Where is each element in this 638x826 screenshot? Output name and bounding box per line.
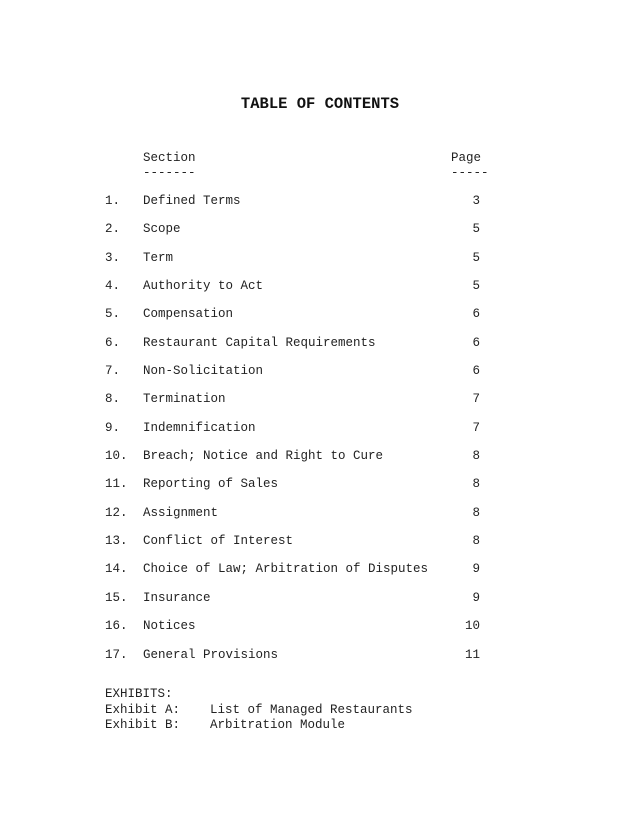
exhibit-description: Arbitration Module [210, 718, 346, 732]
entry-page: 9 [472, 562, 480, 577]
entry-page: 5 [472, 222, 480, 237]
entry-title: Term [143, 250, 174, 265]
toc-entry [0, 533, 638, 561]
entry-title: Reporting of Sales [143, 477, 279, 492]
entry-page: 6 [472, 364, 480, 379]
exhibit-name: Exhibit B: [105, 718, 181, 732]
exhibits-heading-line [105, 687, 505, 703]
toc-entry [0, 221, 638, 249]
entry-number: 15. [105, 590, 128, 605]
toc-entry [0, 505, 638, 533]
entry-number: 10. [105, 449, 128, 464]
toc-entry [0, 647, 638, 675]
entry-title: Defined Terms [143, 194, 241, 208]
entry-title: Assignment [143, 505, 219, 520]
entry-page: 5 [472, 250, 480, 265]
entry-number: 6. [105, 335, 121, 350]
entry-number: 12. [105, 505, 128, 520]
exhibits-heading: EXHIBITS: [105, 687, 173, 701]
entry-title: Conflict of Interest [143, 534, 294, 549]
toc-entry [0, 618, 638, 646]
entry-number: 3. [105, 250, 121, 265]
entry-page: 11 [464, 647, 480, 662]
entry-page: 9 [472, 590, 480, 605]
entry-number: 1. [105, 194, 121, 208]
entry-title: Termination [143, 392, 226, 407]
page-header-label: Page [451, 151, 482, 165]
exhibit-description: List of Managed Restaurants [210, 702, 413, 717]
exhibit-item [105, 718, 505, 734]
entry-number: 17. [105, 647, 128, 662]
entry-number: 16. [105, 619, 128, 634]
toc-entry [0, 590, 638, 618]
exhibit-item [105, 703, 505, 719]
toc-entry [0, 391, 638, 419]
entry-number: 4. [105, 279, 121, 294]
toc-entry [0, 335, 638, 363]
entry-title: Authority to Act [143, 279, 264, 294]
toc-entry [0, 278, 638, 306]
entry-page: 7 [472, 392, 480, 407]
entry-number: 9. [105, 420, 121, 435]
section-column-header [143, 151, 196, 181]
entry-number: 11. [105, 477, 128, 492]
entry-title: Compensation [143, 307, 234, 322]
page-header-rule: ----- [451, 166, 489, 180]
entry-page: 7 [472, 420, 480, 435]
toc-entry [0, 448, 638, 476]
entry-page: 5 [472, 279, 480, 294]
toc-entries [0, 193, 638, 675]
toc-entry [0, 250, 638, 278]
entry-title: Indemnification [143, 420, 256, 435]
entry-number: 14. [105, 562, 128, 577]
toc-entry [0, 561, 638, 589]
toc-entry [0, 193, 638, 221]
page-column-header [451, 151, 489, 181]
page-title: TABLE OF CONTENTS [240, 95, 400, 113]
section-header-rule: ------- [143, 166, 196, 180]
entry-number: 5. [105, 307, 121, 322]
entry-title: Notices [143, 619, 196, 634]
entry-title: Non-Solicitation [143, 364, 264, 379]
toc-entry [0, 420, 638, 448]
entry-title: General Provisions [143, 647, 279, 662]
entry-number: 8. [105, 392, 121, 407]
entry-title: Insurance [143, 590, 211, 605]
entry-number: 7. [105, 364, 121, 379]
entry-page: 3 [472, 194, 480, 208]
exhibits-section [105, 687, 505, 734]
entry-page: 8 [472, 449, 480, 464]
section-header-label: Section [143, 151, 196, 165]
entry-page: 8 [472, 477, 480, 492]
entry-number: 13. [105, 534, 128, 549]
toc-entry [0, 476, 638, 504]
entry-title: Restaurant Capital Requirements [143, 335, 376, 350]
entry-title: Scope [143, 222, 181, 237]
entry-title: Breach; Notice and Right to Cure [143, 449, 384, 464]
entry-page: 8 [472, 505, 480, 520]
entry-title: Choice of Law; Arbitration of Disputes [143, 562, 429, 577]
toc-entry [0, 306, 638, 334]
exhibit-name: Exhibit A: [105, 702, 181, 717]
entry-page: 6 [472, 335, 480, 350]
entry-number: 2. [105, 222, 121, 237]
entry-page: 6 [472, 307, 480, 322]
entry-page: 8 [472, 534, 480, 549]
toc-entry [0, 363, 638, 391]
entry-page: 10 [464, 619, 480, 634]
